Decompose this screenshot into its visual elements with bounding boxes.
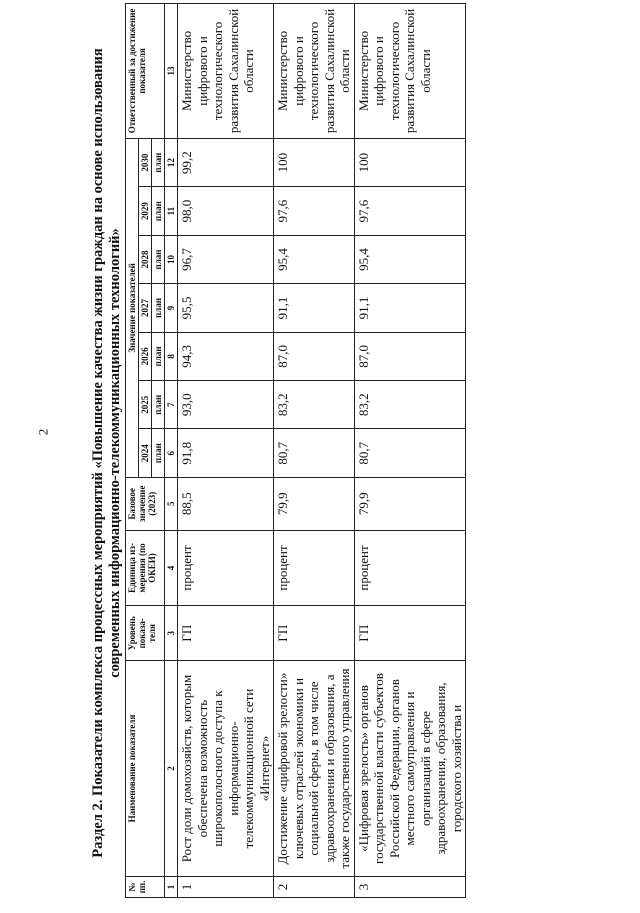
row-value: 95,4	[354, 235, 466, 283]
header-name: Наименование показателя	[126, 661, 165, 877]
page-number-text: 2	[35, 428, 51, 436]
column-number: 6	[165, 429, 178, 477]
header-year: 2029	[139, 187, 152, 235]
row-value: 91,1	[354, 284, 466, 332]
row-level: ГП	[274, 606, 355, 661]
column-number: 1	[165, 876, 178, 897]
row-value: 87,0	[354, 332, 466, 380]
header-base: Базовое значение (2023)	[126, 477, 165, 530]
header-year: 2025	[139, 381, 152, 429]
row-value: 94,3	[178, 332, 274, 380]
column-number: 5	[165, 477, 178, 530]
header-num: № пп.	[126, 876, 165, 897]
column-number: 4	[165, 530, 178, 606]
row-value: 95,4	[274, 235, 355, 283]
header-level: Уровень показа-теля	[126, 606, 165, 661]
row-value: 97,6	[354, 187, 466, 235]
row-value: 95,5	[178, 284, 274, 332]
header-year: 2030	[139, 138, 152, 187]
column-number: 12	[165, 138, 178, 187]
header-plan: план	[152, 381, 165, 429]
row-value: 97,6	[274, 187, 355, 235]
row-value: 98,0	[178, 187, 274, 235]
row-unit: процент	[274, 530, 355, 606]
row-base: 79,9	[274, 477, 355, 530]
header-unit: Единица из-мерения (по ОКЕИ)	[126, 530, 165, 606]
row-num: 1	[178, 876, 274, 897]
row-value: 99,2	[178, 138, 274, 187]
row-responsible: Министерство цифрового и технологического развития Сахалинской области	[274, 4, 355, 139]
row-level: ГП	[178, 606, 274, 661]
column-number-row	[165, 4, 178, 898]
row-name: Достижение «цифровой зрелости» ключевых отраслей экономики и социальной сферы, в том числе здравоохранения и образования, а также государственного управления	[274, 661, 355, 877]
row-num: 2	[274, 876, 355, 897]
table-row	[354, 4, 466, 898]
row-value: 80,7	[274, 429, 355, 477]
row-responsible: Министерство цифрового и технологического развития Сахалинской области	[178, 4, 274, 139]
column-number: 7	[165, 381, 178, 429]
row-value: 100	[274, 138, 355, 187]
row-level: ГП	[354, 606, 466, 661]
section-title: Раздел 2. Показатели комплекса процессных мероприятий «Повышение качества жизни граждан на основе использования современных информационно-телекоммуникационных технологий»	[90, 48, 123, 858]
header-values-group: Значение показателей	[126, 138, 139, 477]
header-plan: план	[152, 187, 165, 235]
row-value: 80,7	[354, 429, 466, 477]
row-name: «Цифровая зрелость» органов государственной власти субъектов Российской Федерации, органов местного самоуправления и организаций в сфере здравоохранения, образования, городского хозяйства и	[354, 661, 466, 877]
indicators-table	[125, 3, 466, 898]
column-number: 3	[165, 606, 178, 661]
column-number: 2	[165, 661, 178, 877]
header-plan: план	[152, 332, 165, 380]
header-responsible: Ответственный за достижение показателя	[126, 4, 165, 139]
row-value: 100	[354, 138, 466, 187]
header-year: 2026	[139, 332, 152, 380]
row-value: 96,7	[178, 235, 274, 283]
row-value: 93,0	[178, 381, 274, 429]
row-value: 91,8	[178, 429, 274, 477]
table-row	[178, 4, 274, 898]
column-number: 11	[165, 187, 178, 235]
row-value: 83,2	[274, 381, 355, 429]
row-responsible: Министерство цифрового и технологического развития Сахалинской области	[354, 4, 466, 139]
row-num: 3	[354, 876, 466, 897]
row-base: 79,9	[354, 477, 466, 530]
header-year: 2028	[139, 235, 152, 283]
column-number: 13	[165, 4, 178, 139]
row-base: 88,5	[178, 477, 274, 530]
header-plan: план	[152, 429, 165, 477]
row-value: 91,1	[274, 284, 355, 332]
row-name: Рост доли домохозяйств, которым обеспечена возможность широкополосного доступа к информационно-телекоммуникационной сети «Интернет»	[178, 661, 274, 877]
row-unit: процент	[178, 530, 274, 606]
header-year: 2024	[139, 429, 152, 477]
column-number: 8	[165, 332, 178, 380]
row-value: 83,2	[354, 381, 466, 429]
row-value: 87,0	[274, 332, 355, 380]
row-unit: процент	[354, 530, 466, 606]
header-plan: план	[152, 235, 165, 283]
header-plan: план	[152, 284, 165, 332]
column-number: 9	[165, 284, 178, 332]
table-row	[274, 4, 355, 898]
column-number: 10	[165, 235, 178, 283]
header-year: 2027	[139, 284, 152, 332]
header-plan: план	[152, 138, 165, 187]
